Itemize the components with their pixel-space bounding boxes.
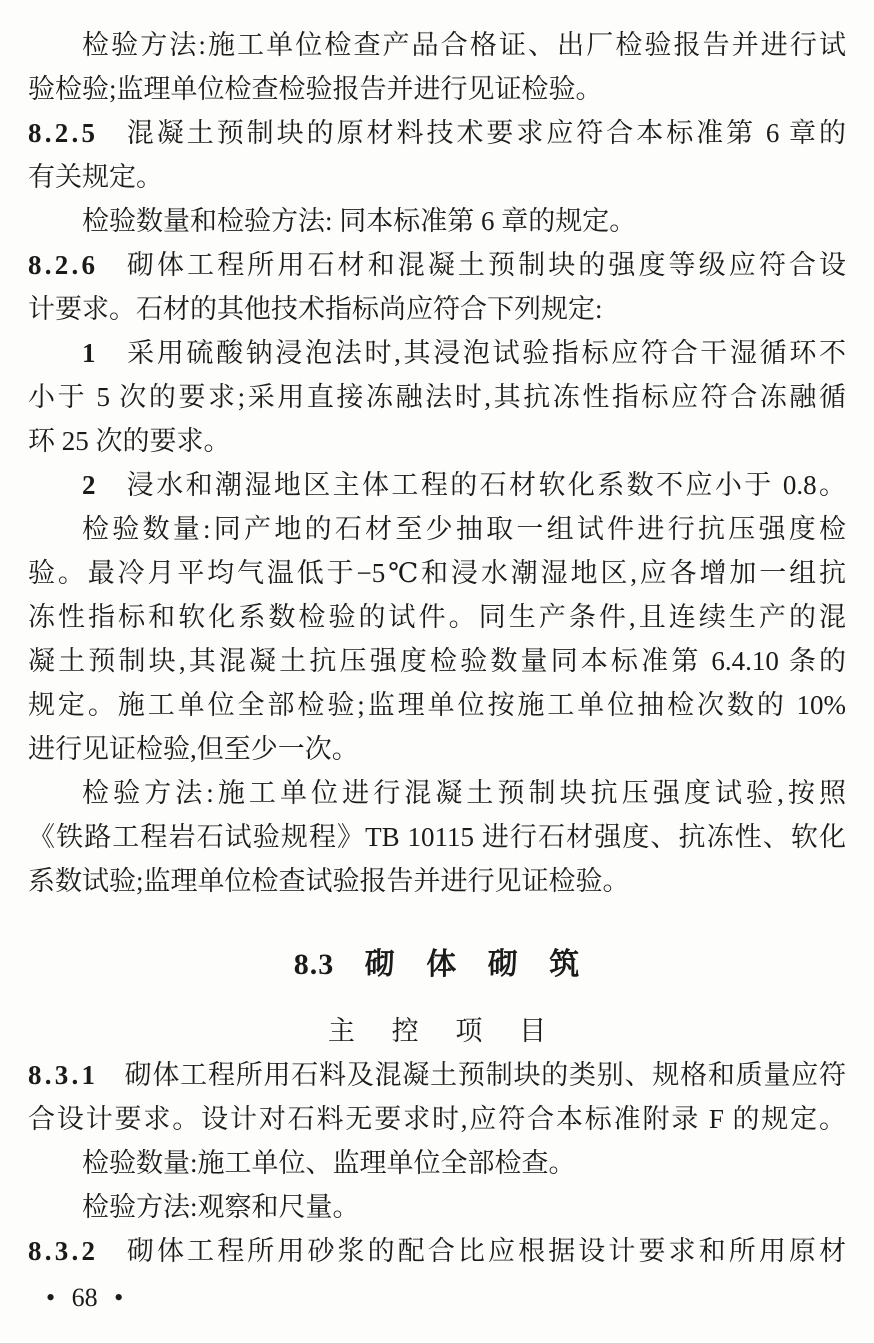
clause-text: 砌体工程所用石材和混凝土预制块的强度等级应符合设 — [123, 250, 846, 280]
item-1-8-2-6-line-3: 环 25 次的要求。 — [28, 426, 231, 456]
clause-text: 砌体工程所用砂浆的配合比应根据设计要求和所用原材 — [123, 1236, 846, 1266]
clause-8-3-2-line-1 — [28, 1229, 846, 1273]
para-quantity-method-8-2-5-line-1: 检验数量和检验方法: 同本标准第 6 章的规定。 — [82, 206, 637, 236]
clause-number: 1 — [82, 338, 99, 368]
clause-text: 混凝土预制块的原材料技术要求应符合本标准第 6 章的 — [123, 118, 846, 148]
clause-text: 采用硫酸钠浸泡法时,其浸泡试验指标应符合干湿循环不 — [124, 338, 846, 368]
para-inspection-method-8-2-4-line-1: 检验方法:施工单位检查产品合格证、出厂检验报告并进行试 — [82, 30, 846, 60]
item-2-8-2-6-line-1 — [28, 463, 846, 507]
clause-8-3-1-line-2: 合设计要求。设计对石料无要求时,应符合本标准附录 F 的规定。 — [28, 1104, 846, 1134]
clause-number: 8.3.1 — [28, 1060, 99, 1090]
clause-number: 8.2.5 — [28, 118, 99, 148]
document-body — [28, 23, 846, 1273]
clause-8-2-6-line-2: 计要求。石材的其他技术指标尚应符合下列规定: — [28, 294, 603, 324]
para-inspection-method-8-3-1-line-1: 检验方法:观察和尺量。 — [82, 1192, 360, 1222]
para-inspection-method-8-2-6-line-1: 检验方法:施工单位进行混凝土预制块抗压强度试验,按照 — [82, 778, 846, 808]
page-number: • 68 • — [46, 1283, 124, 1312]
clause-8-2-5-line-1 — [28, 111, 846, 155]
para-inspection-quantity-8-2-6-line-1: 检验数量:同产地的石材至少抽取一组试件进行抗压强度检 — [82, 514, 846, 544]
para-inspection-method-8-2-4-line-2: 验检验;监理单位检查检验报告并进行见证检验。 — [28, 74, 603, 104]
item-1-8-2-6-line-1 — [28, 331, 846, 375]
clause-8-2-6-line-1 — [28, 243, 846, 287]
clause-text: 砌体工程所用石料及混凝土预制块的类别、规格和质量应符 — [123, 1060, 846, 1090]
section-heading-8-3: 8.3 砌 体 砌 筑 — [293, 948, 581, 981]
para-inspection-quantity-8-2-6-line-6: 进行见证检验,但至少一次。 — [28, 734, 359, 764]
clause-number: 8.3.2 — [28, 1236, 99, 1266]
clause-8-2-5-line-2: 有关规定。 — [28, 162, 163, 192]
para-inspection-quantity-8-3-1-line-1: 检验数量:施工单位、监理单位全部检查。 — [82, 1148, 576, 1178]
subsection-heading-main-control-items: 主 控 项 目 — [327, 1016, 547, 1046]
para-inspection-quantity-8-2-6-line-3: 冻性指标和软化系数检验的试件。同生产条件,且连续生产的混 — [28, 602, 846, 632]
clause-number: 8.2.6 — [28, 250, 99, 280]
clause-number: 2 — [82, 470, 99, 500]
para-inspection-method-8-2-6-line-2: 《铁路工程岩石试验规程》TB 10115 进行石材强度、抗冻性、软化 — [28, 822, 846, 852]
para-inspection-quantity-8-2-6-line-4: 凝土预制块,其混凝土抗压强度检验数量同本标准第 6.4.10 条的 — [28, 646, 846, 676]
para-inspection-quantity-8-2-6-line-5: 规定。施工单位全部检验;监理单位按施工单位抽检次数的 10% — [28, 690, 846, 720]
clause-text: 浸水和潮湿地区主体工程的石材软化系数不应小于 0.8。 — [124, 470, 846, 500]
clause-8-3-1-line-1 — [28, 1053, 846, 1097]
item-1-8-2-6-line-2: 小于 5 次的要求;采用直接冻融法时,其抗冻性指标应符合冻融循 — [28, 382, 846, 412]
para-inspection-quantity-8-2-6-line-2: 验。最冷月平均气温低于−5℃和浸水潮湿地区,应各增加一组抗 — [28, 558, 846, 588]
para-inspection-method-8-2-6-line-3: 系数试验;监理单位检查试验报告并进行见证检验。 — [28, 866, 630, 896]
